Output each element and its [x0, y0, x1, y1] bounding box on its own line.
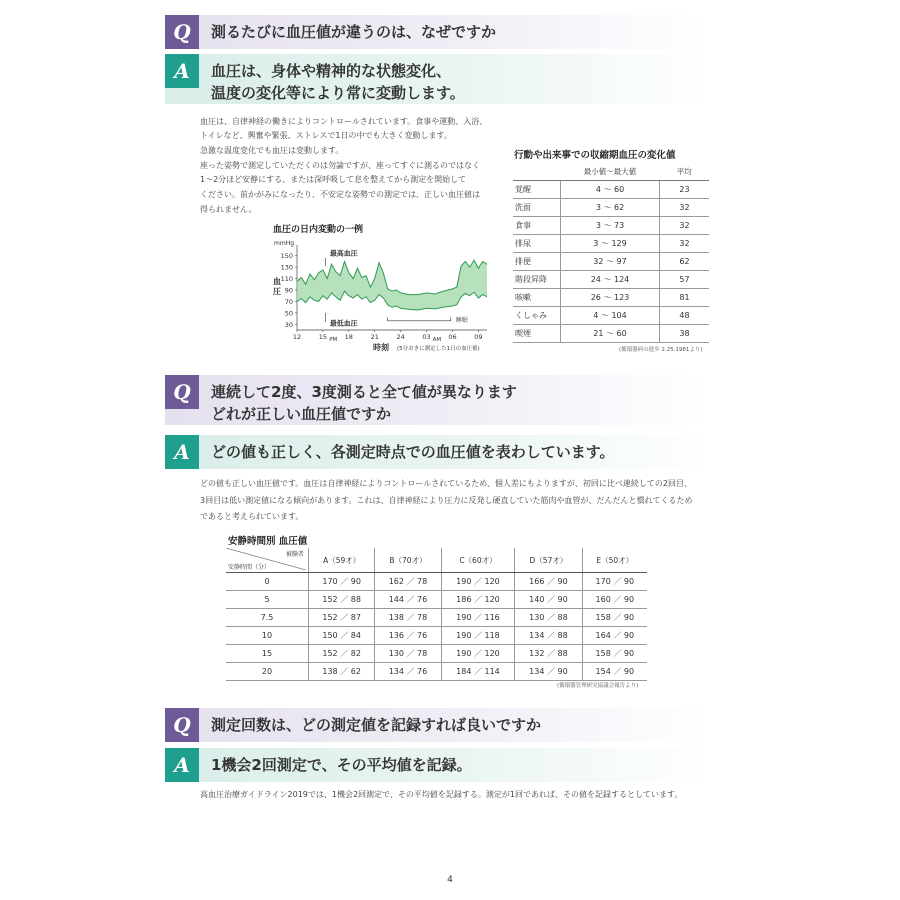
rest-table-source: (循環器管理研究協議会報告より) — [557, 683, 639, 689]
chart-x-tick-label: 24 — [396, 333, 405, 341]
rest-table-subject: B（70才） — [375, 548, 441, 573]
action-range-cell: 3 〜 129 — [561, 235, 660, 253]
action-table-header — [513, 162, 561, 181]
bp-value-cell: 144 ／ 76 — [375, 591, 441, 609]
action-table-row — [513, 181, 709, 199]
action-table-source: (循環器病の進歩 2.25.1981より) — [619, 347, 703, 353]
question-2-bar — [165, 375, 709, 425]
action-event-cell: 階段昇降 — [513, 271, 561, 289]
series-label-diastolic: 最低血圧 — [329, 319, 358, 328]
chart-y-tick-label: 110 — [280, 275, 293, 284]
body-line: 血圧は、自律神経の働きによりコントロールされています。食事や運動、入浴、 — [200, 117, 488, 126]
question-3-title: 測定回数は、どの測定値を記録すれば良いですか — [211, 716, 542, 734]
rest-table-row — [226, 609, 647, 627]
action-event-cell: 排尿 — [513, 235, 561, 253]
q-badge: Q — [165, 15, 199, 49]
chart-x-tick-label: 15 — [318, 333, 328, 341]
bp-value-cell: 134 ／ 88 — [515, 627, 582, 645]
action-average-cell: 57 — [660, 271, 710, 289]
rest-table-row — [226, 627, 647, 645]
rest-table-subject: A（59才） — [309, 548, 375, 573]
a-badge: A — [165, 748, 199, 782]
action-average-cell: 32 — [660, 235, 710, 253]
body-line: ください。前かがみになったり、不安定な姿勢での測定では、正しい血圧値は — [200, 190, 480, 199]
action-average-cell: 23 — [660, 181, 710, 199]
rest-table-row — [226, 573, 647, 591]
page-number: 4 — [447, 875, 453, 885]
action-table-row — [513, 199, 709, 217]
rest-table-subject: D（57才） — [515, 548, 582, 573]
answer-2-title: どの値も正しく、各測定時点での血圧値を表わしています。 — [211, 443, 615, 461]
rest-table-header-row — [226, 548, 647, 573]
bp-value-cell: 170 ／ 90 — [582, 573, 647, 591]
bp-value-cell: 190 ／ 120 — [441, 573, 515, 591]
action-table-row — [513, 235, 709, 253]
question-2-title-line2: どれが正しい血圧値ですか — [211, 405, 392, 423]
q-badge: Q — [165, 708, 199, 742]
chart-x-note: (5分おきに測定した1日の血圧値) — [397, 346, 480, 352]
action-range-cell: 32 〜 97 — [561, 253, 660, 271]
rest-time-cell: 0 — [226, 573, 309, 591]
bp-value-cell: 152 ／ 82 — [309, 645, 375, 663]
answer-3-body: 高血圧治療ガイドライン2019では、1機会2回測定で、その平均値を記録する。測定が1回であれば、その値を記録するとしています。 — [200, 790, 683, 799]
action-table-row — [513, 253, 709, 271]
chart-x-tick-label: 18 — [344, 333, 353, 341]
bp-value-cell: 134 ／ 90 — [515, 663, 582, 681]
series-label-systolic: 最高血圧 — [329, 249, 358, 258]
answer-3-bar — [165, 748, 709, 782]
bp-value-cell: 190 ／ 120 — [441, 645, 515, 663]
bp-value-cell: 152 ／ 88 — [309, 591, 375, 609]
question-2-title-line1: 連続して2度、3度測ると全て値が異なります — [211, 383, 517, 401]
chart-y-tick-label: 70 — [284, 297, 293, 306]
bp-value-cell: 162 ／ 78 — [375, 573, 441, 591]
bp-value-cell: 170 ／ 90 — [309, 573, 375, 591]
action-table-row — [513, 307, 709, 325]
question-1-bar — [165, 15, 709, 49]
bp-value-cell: 138 ／ 78 — [375, 609, 441, 627]
rest-table-row — [226, 663, 647, 681]
rest-time-cell: 10 — [226, 627, 309, 645]
bp-daily-variation-chart — [265, 220, 495, 355]
chart-y-tick-label: 90 — [284, 286, 293, 295]
body-line: トイレなど、興奮や緊張、ストレスで1日の中でも大きく変動します。 — [200, 131, 452, 140]
rest-time-cell: 7.5 — [226, 609, 309, 627]
action-event-cell: 咳嗽 — [513, 289, 561, 307]
sleep-bracket — [388, 317, 451, 320]
chart-x-tick-label: 06 — [448, 333, 457, 341]
action-average-cell: 38 — [660, 325, 710, 343]
rest-time-cell: 15 — [226, 645, 309, 663]
question-1-title: 測るたびに血圧値が違うのは、なぜですか — [211, 23, 497, 41]
chart-x-tick-label: 12 — [292, 333, 302, 341]
bp-value-cell: 136 ／ 76 — [375, 627, 441, 645]
rest-table-corner — [226, 548, 309, 573]
action-table-row — [513, 325, 709, 343]
bp-value-cell: 164 ／ 90 — [582, 627, 647, 645]
bp-value-cell: 134 ／ 76 — [375, 663, 441, 681]
answer-2-bar — [165, 435, 709, 469]
action-table — [513, 162, 709, 343]
bp-value-cell: 152 ／ 87 — [309, 609, 375, 627]
chart-x-tick-label: 21 — [370, 333, 379, 341]
action-range-cell: 3 〜 62 — [561, 199, 660, 217]
chart-y-unit: mmHg — [274, 240, 295, 247]
rest-time-cell: 20 — [226, 663, 309, 681]
action-event-cell: くしゃみ — [513, 307, 561, 325]
action-range-cell: 24 〜 124 — [561, 271, 660, 289]
action-event-cell: 排便 — [513, 253, 561, 271]
chart-x-label: 時刻 — [373, 343, 389, 352]
bp-value-cell: 132 ／ 88 — [515, 645, 582, 663]
bp-value-cell: 154 ／ 90 — [582, 663, 647, 681]
action-table-header: 最小値〜最大値 — [561, 162, 660, 181]
bp-value-cell: 186 ／ 120 — [441, 591, 515, 609]
answer-3-title: 1機会2回測定で、その平均値を記録。 — [211, 756, 472, 774]
bp-value-cell: 190 ／ 118 — [441, 627, 515, 645]
bp-value-cell: 184 ／ 114 — [441, 663, 515, 681]
action-range-cell: 4 〜 104 — [561, 307, 660, 325]
answer-1-bar — [165, 54, 709, 104]
body-line: 得られません。 — [200, 205, 257, 214]
question-3-bar — [165, 708, 709, 742]
chart-y-tick-label: 50 — [284, 309, 293, 318]
corner-top-label: 被験者 — [285, 551, 304, 558]
chart-x-tick-label: 09 — [474, 333, 483, 341]
answer-1-title-line1: 血圧は、身体や精神的な状態変化、 — [211, 62, 452, 80]
bp-value-cell: 138 ／ 62 — [309, 663, 375, 681]
chart-x-tick-label: PM — [329, 337, 338, 343]
action-average-cell: 81 — [660, 289, 710, 307]
action-table-row — [513, 289, 709, 307]
q-badge: Q — [165, 375, 199, 409]
chart-y-tick-label: 130 — [280, 263, 293, 272]
action-average-cell: 62 — [660, 253, 710, 271]
action-event-cell: 食事 — [513, 217, 561, 235]
a-badge: A — [165, 435, 199, 469]
action-table-header-row — [513, 162, 709, 181]
bp-value-cell: 160 ／ 90 — [582, 591, 647, 609]
corner-bottom-label: 安静時間（分） — [228, 564, 271, 571]
bp-value-cell: 158 ／ 90 — [582, 609, 647, 627]
chart-title: 血圧の日内変動の一例 — [273, 225, 364, 235]
rest-table-subject: E（50才） — [582, 548, 647, 573]
bp-value-cell: 190 ／ 116 — [441, 609, 515, 627]
action-table-row — [513, 217, 709, 235]
bp-value-cell: 140 ／ 90 — [515, 591, 582, 609]
action-table-header: 平均 — [660, 162, 710, 181]
bp-value-cell: 158 ／ 90 — [582, 645, 647, 663]
action-event-cell: 喫煙 — [513, 325, 561, 343]
rest-time-cell: 5 — [226, 591, 309, 609]
rest-table-row — [226, 591, 647, 609]
rest-table-row — [226, 645, 647, 663]
sleep-label: 睡眠 — [455, 317, 468, 324]
chart-x-tick-label: AM — [432, 337, 442, 343]
body-line: 座った姿勢で測定していただくのは勿論ですが、座ってすぐに測るのではなく — [200, 161, 480, 170]
bp-value-cell: 166 ／ 90 — [515, 573, 582, 591]
chart-y-tick-label: 30 — [284, 320, 293, 329]
action-average-cell: 32 — [660, 217, 710, 235]
chart-x-tick-label: 03 — [422, 333, 431, 341]
body-line: 急激な温度変化でも血圧は変動します。 — [200, 146, 344, 155]
action-range-cell: 21 〜 60 — [561, 325, 660, 343]
rest-table-subject: C（60才） — [441, 548, 515, 573]
action-average-cell: 48 — [660, 307, 710, 325]
chart-y-label-char: 血 — [273, 277, 281, 286]
body-line: であると考えられています。 — [200, 512, 304, 521]
chart-y-label-char: 圧 — [273, 287, 281, 296]
a-badge: A — [165, 54, 199, 88]
action-table-title: 行動や出来事での収縮期血圧の変化値 — [514, 150, 676, 161]
bp-value-cell: 130 ／ 88 — [515, 609, 582, 627]
bp-value-cell: 130 ／ 78 — [375, 645, 441, 663]
action-average-cell: 32 — [660, 199, 710, 217]
action-range-cell: 3 〜 73 — [561, 217, 660, 235]
action-range-cell: 26 〜 123 — [561, 289, 660, 307]
action-table-row — [513, 271, 709, 289]
body-line: 1〜2分ほど安静にする、または深呼吸して息を整えてから測定を開始して — [200, 175, 467, 184]
bp-value-cell: 150 ／ 84 — [309, 627, 375, 645]
answer-1-title-line2: 温度の変化等により常に変動します。 — [211, 84, 465, 102]
rest-table-title: 安静時間別 血圧値 — [228, 536, 308, 547]
chart-y-tick-label: 150 — [280, 252, 293, 261]
rest-time-table — [226, 548, 647, 681]
body-line: 3回目は低い測定値になる傾向があります。これは、自律神経により圧力に反発し硬直していた筋肉や血管が、だんだんと慣れてくるため — [200, 496, 693, 505]
action-range-cell: 4 〜 60 — [561, 181, 660, 199]
action-event-cell: 洗面 — [513, 199, 561, 217]
action-event-cell: 覚醒 — [513, 181, 561, 199]
body-line: どの値も正しい血圧値です。血圧は自律神経によりコントロールされているため、個人差にもよりますが、初回に比べ連続しての2回目、 — [200, 479, 692, 488]
